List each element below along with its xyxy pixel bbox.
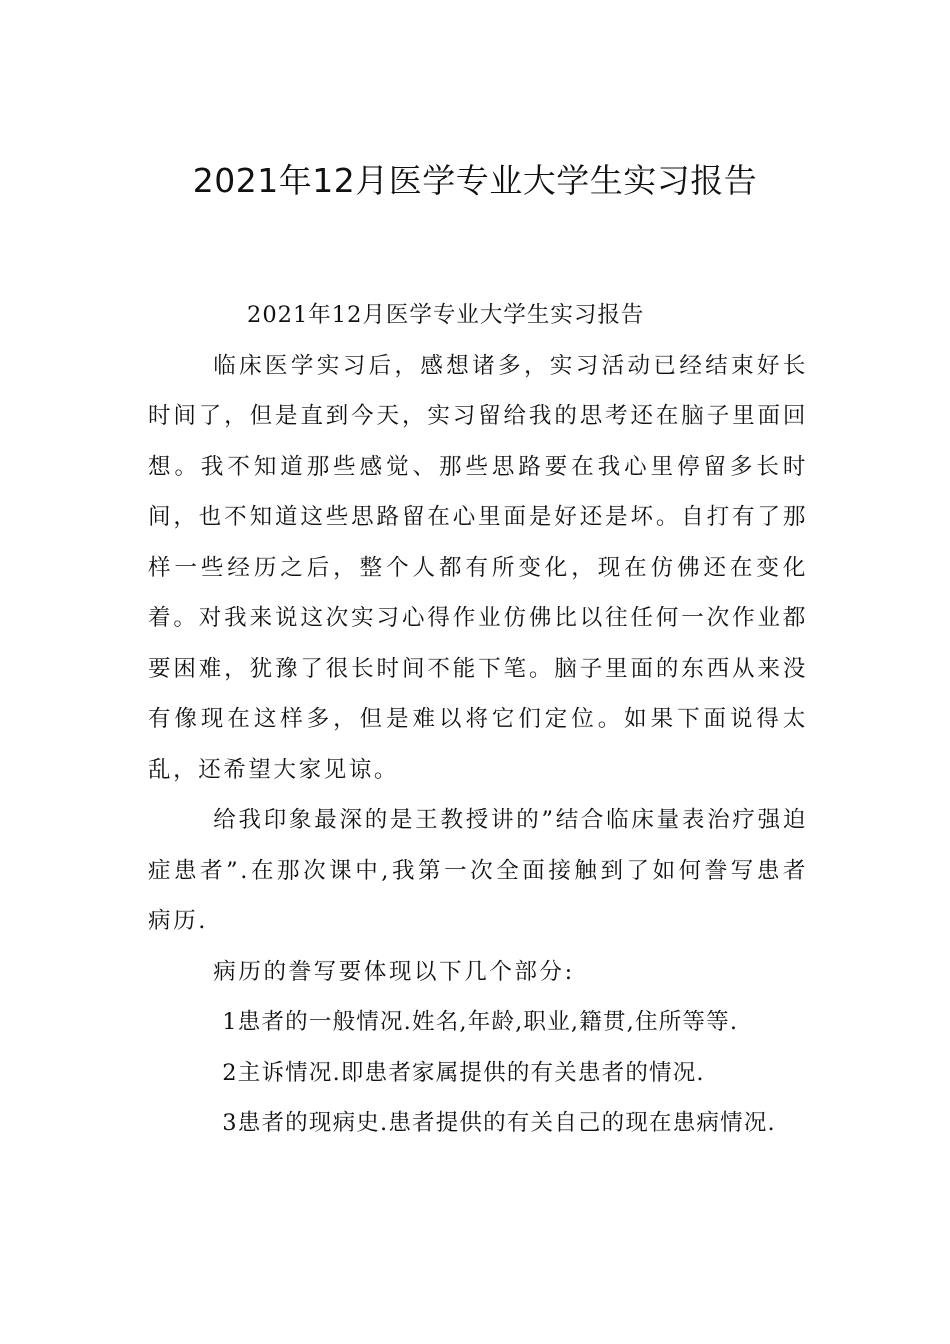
list-item-chief-complaint: 2主诉情况.即患者家属提供的有关患者的情况. bbox=[222, 1059, 705, 1086]
document-subtitle: 2021年12月医学专业大学生实习报告 bbox=[247, 302, 645, 328]
paragraph-intro: 临床医学实习后，感想诸多，实习活动已经结束好长时间了，但是直到今天，实习留给我的思考还在脑子里面回想。我不知道那些感觉、那些思路要在我心里停留多长时间，也不知道这些思路留在心里面是好还是坏。自打有了那样一些经历之后，整个人都有所变化，现在仿佛还在变化着。对我来说这次实习心得作业仿佛比以往任何一次作业都要困难，犹豫了很长时间不能下笔。脑子里面的东西从来没有像现在这样多，但是难以将它们定位。如果下面说得太乱，还希望大家见谅。 bbox=[148, 352, 808, 783]
document-body bbox=[148, 290, 808, 1149]
paragraph-impression: 给我印象最深的是王教授讲的”结合临床量表治疗强迫症患者”.在那次课中,我第一次全面接触到了如何誊写患者病历. bbox=[148, 807, 808, 934]
paragraph-record-parts: 病历的誊写要体现以下几个部分: bbox=[213, 958, 575, 985]
list-item-present-illness: 3患者的现病史.患者提供的有关自己的现在患病情况. bbox=[222, 1110, 776, 1136]
list-item-general-info: 1患者的一般情况.姓名,年龄,职业,籍贯,住所等等. bbox=[222, 1009, 739, 1035]
document-title: 2021年12月医学专业大学生实习报告 bbox=[192, 161, 758, 200]
